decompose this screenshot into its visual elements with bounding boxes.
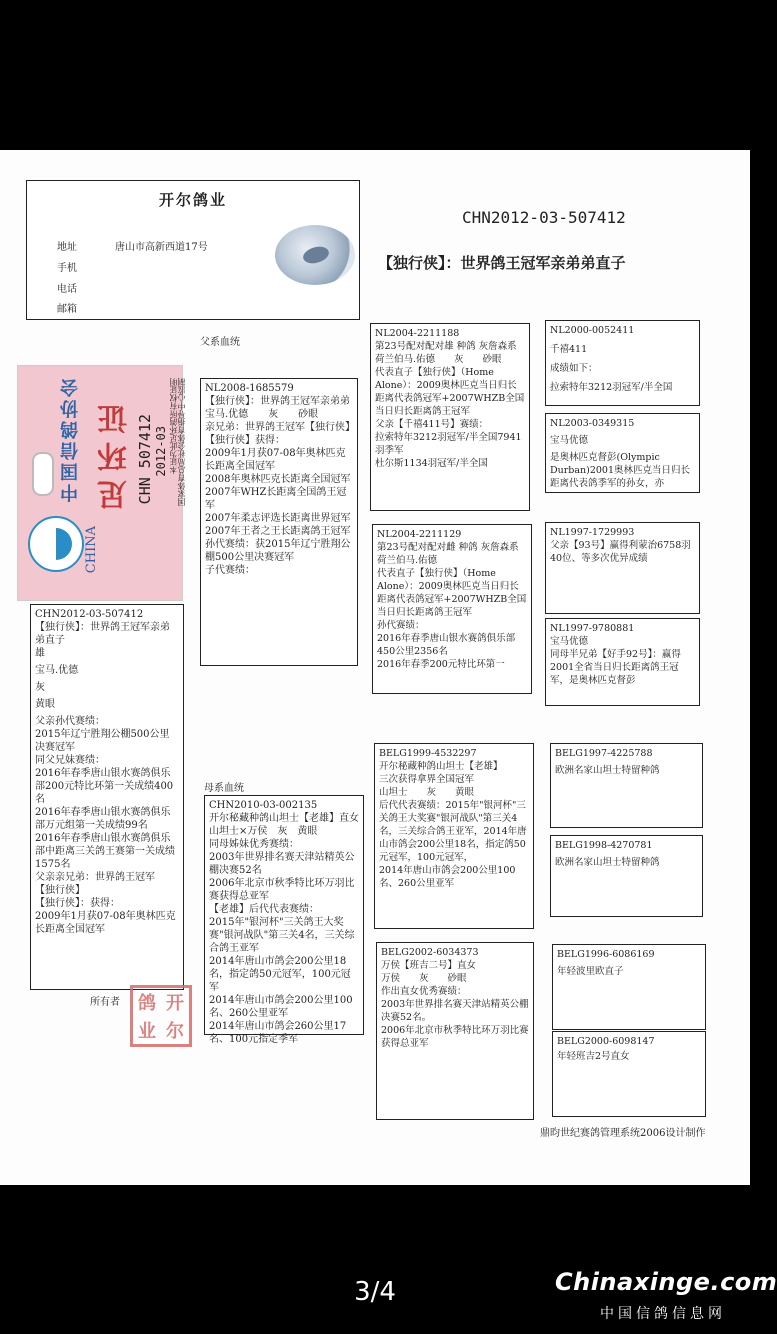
hologram-pigeon-icon (275, 225, 355, 285)
dam-sire-box (374, 743, 534, 929)
gg1-line: NL2000-0052411 (550, 325, 635, 336)
dd-line: BELG2002-6034373 (381, 947, 479, 958)
gg8-line: 年轻班吉2号直女 (557, 1051, 630, 1062)
label-phone: 电话 (57, 284, 77, 295)
card-ring-number: CHN 507412 (136, 414, 154, 505)
subject-line: 2015年辽宁胜翔公棚500公里决赛冠军 (35, 729, 170, 753)
dam-line: 2014年唐山市鸽会200公里100名、260公里亚军 (209, 995, 353, 1019)
sd-line: 2016年春季200元特比环第一 (377, 659, 505, 670)
gg3-line: 父亲【93号】赢得利蒙治6758羽40位、等多次优异成绩 (550, 540, 691, 564)
sd-line: 第23号配对配对雌 种鸽 灰詹森系 (377, 542, 519, 553)
sire-line: 孙代赛绩：获2015年辽宁胜翔公棚500公里决赛冠军 (205, 539, 351, 563)
dam-line: CHN2010-03-002135 (209, 800, 318, 811)
sire-dam-box (372, 524, 532, 694)
gg1-line: 拉索特年3212羽冠军/半全国 (550, 382, 673, 393)
dd-line: 2003年世界排名赛天津站精英公棚决赛52名。 (381, 999, 529, 1023)
dd-line: 万侯【班吉二号】直女 (381, 960, 477, 971)
dam-line: 开尔秘藏种鸽山坦士【老雄】直女 (209, 813, 359, 824)
sire-line: 【独行侠】获得： (205, 435, 285, 446)
address-value: 唐山市高新西道17号 (115, 242, 208, 253)
card-note-1: 本证为此足环鸽所有权证明 (169, 378, 178, 474)
owner-seal-stamp (130, 985, 192, 1047)
subject-line: 父亲亲兄弟：世界鸽王冠军 (35, 872, 155, 883)
subject-line: 父亲孙代赛绩： (35, 716, 105, 727)
ss-line: 第23号配对配对雄 种鸽 灰詹森系 (375, 341, 517, 352)
father-line-label: 父系血统 (200, 337, 240, 348)
page-indicator: 3/4 (354, 1277, 396, 1307)
gg1-line: 千禧411 (550, 344, 588, 355)
card-note-2: 国家体育总局社会体育指导中心监制 (177, 378, 186, 506)
software-credit: 鼎昀世纪赛鸽管理系统2006设计制作 (540, 1128, 706, 1139)
sire-sire-box (370, 323, 530, 511)
sire-line: 2007年王者之王长距离鸽王冠军 (205, 526, 351, 537)
label-email: 邮箱 (57, 304, 77, 315)
sire-line: 2009年1月获07-08年奥林匹克长距离全国冠军 (205, 448, 346, 472)
ss-line: 杜尔斯1134羽冠军/半全国 (375, 458, 488, 469)
subject-line: 同父兄妹赛绩： (35, 755, 105, 766)
sire-line: 【独行侠】：世界鸽王冠军亲弟弟 (205, 396, 350, 407)
subject-line: 【独行侠】：世界鸽王冠军亲弟弟直子 (35, 622, 170, 646)
card-association: 中国信鸽协会 (60, 376, 81, 502)
card-ring-year: 2012-03 (154, 426, 168, 477)
gg1-line: 成绩如下： (550, 363, 598, 374)
dam-line: 2014年唐山市鸽会260公里17名、100元指定季军 (209, 1021, 347, 1045)
dam-line: 2006年北京市秋季特比环万羽比赛获得总亚军 (209, 878, 355, 902)
sire-line: NL2008-1685579 (205, 383, 294, 394)
gg4-line: 同母半兄弟【好手92号】：赢得2001全省当日归长距离鸽王冠军，是奥林匹克督彭 (550, 649, 681, 686)
subject-line: 2016年春季唐山银水赛鸽俱乐部中距离三关鸽王赛第一关成绩1575名 (35, 833, 175, 870)
gg2-line: 是奥林匹克督彭(Olympic Durban)2001奥林匹克当日归长距离代表鸽季军的孙女，亦 (550, 452, 691, 489)
ss-line: NL2004-2211188 (375, 328, 460, 339)
ds-line: BELG1999-4532297 (379, 748, 477, 759)
ds-line: 开尔秘藏种鸽山坦士【老雄】 (379, 761, 503, 772)
owner-label: 所有者 (90, 997, 120, 1008)
association-logo-icon (28, 516, 84, 572)
dam-box (204, 795, 364, 1045)
sd-line: 2016年春季唐山银水赛鸽俱乐部450公里2356名 (377, 633, 516, 657)
sire-box (200, 378, 358, 666)
card-brand: CHINA (84, 526, 99, 574)
subject-line: 雄 (35, 648, 45, 659)
gg7-line: 年轻波里欧直子 (557, 966, 624, 977)
gg7-line: BELG1996-6086169 (557, 949, 655, 960)
sire-line: 子代赛绩： (205, 565, 255, 576)
dd-line: 万侯 灰 砂眼 (381, 973, 467, 984)
ds-line: 2014年唐山市鸽会200公里100名、260公里亚军 (379, 865, 516, 889)
mother-line-label: 母系血统 (204, 783, 244, 794)
subject-line: CHN2012-03-507412 (35, 609, 144, 620)
label-address: 地址 (57, 242, 77, 253)
sd-line: 孙代赛绩： (377, 620, 425, 631)
breeder-header (26, 180, 360, 320)
subject-line: 宝马.优德 (35, 665, 79, 676)
sire-line: 2008年奥林匹克长距离全国冠军 (205, 474, 351, 485)
dam-dam-box (376, 942, 534, 1120)
ss-line: 拉索特年3212羽冠军/半全国7941羽季军 (375, 432, 522, 456)
sd-line: 荷兰伯马.佑德 (377, 555, 438, 566)
site-watermark-logo: Chinaxinge.com (555, 1268, 777, 1296)
ds-line: 三次获得拿界全国冠军 (379, 774, 475, 785)
seal-char: 鸽 (138, 993, 156, 1014)
gg4-line: NL1997-9780881 (550, 623, 635, 634)
sire-line: 宝马.优德 灰 砂眼 (205, 409, 319, 420)
sd-line: 代表直子【独行侠】（Home Alone）：2009奥林匹克当日归长距离代表鸽冠军+2007WHZB全国当日归长距离鸽王冠军 (377, 568, 527, 618)
gg6-line: 欧洲名家山坦士特留种鸽 (555, 857, 660, 868)
label-mobile: 手机 (57, 263, 77, 274)
gg-box-8 (552, 1031, 706, 1117)
seal-char: 开 (166, 993, 184, 1014)
gg-box-1 (545, 320, 700, 406)
gg-box-2 (545, 413, 700, 493)
gg-box-5 (550, 743, 703, 828)
gg4-line: 宝马优德 (550, 636, 589, 647)
sd-line: NL2004-2211129 (377, 529, 462, 540)
dam-line: 2014年唐山市鸽会200公里18名，指定鸽50元冠军，100元冠军 (209, 956, 351, 993)
gg8-line: BELG2000-6098147 (557, 1036, 655, 1047)
gg-box-6 (550, 835, 703, 917)
sire-line: 2007年柔志评选长距离世界冠军 (205, 513, 351, 524)
dam-line: 2015年"银河杯"三关鸽王大奖赛"银河战队"第三关4名，三关综合鸽王亚军 (209, 917, 355, 954)
ss-line: 荷兰伯马.佑德 灰 砂眼 (375, 354, 502, 365)
subject-line: 【独行侠】：获得： (35, 898, 120, 909)
gg-box-4 (545, 618, 700, 706)
subject-ring-number: CHN2012-03-507412 (462, 208, 626, 227)
ds-line: 山坦士 灰 黄眼 (379, 787, 475, 798)
dd-line: 2006年北京市秋季特比环万羽比赛获得总亚军 (381, 1025, 529, 1049)
card-slot (32, 452, 54, 496)
subject-line: 2016年春季唐山银水赛鸽俱乐部万元组第一关成绩99名 (35, 807, 171, 831)
subject-tagline: 【独行侠】：世界鸽王冠军亲弟弟直子 (378, 254, 626, 272)
seal-char: 业 (138, 1021, 156, 1042)
dam-line: 【老雄】后代代表赛绩： (209, 904, 319, 915)
ds-line: 后代代表赛绩：2015年"银河杯"三关鸽王大奖赛"银河战队"第三关4名，三关综合鸽王亚军，2014年唐山市鸽会200公里18名，指定鸽50元冠军，100元冠军， (379, 800, 527, 863)
dam-line: 2003年世界排名赛天津站精英公棚决赛52名 (209, 852, 355, 876)
dam-line: 同母姊妹优秀赛绩： (209, 839, 299, 850)
gg2-line: 宝马优德 (550, 435, 589, 446)
sire-line: 亲兄弟：世界鸽王冠军【独行侠】 (205, 422, 355, 433)
ss-line: 代表直子【独行侠】（Home Alone）：2009奥林匹克当日归长距离代表鸽冠军+2007WHZB全国当日归长距离鸽王冠军 (375, 367, 525, 417)
gg3-line: NL1997-1729993 (550, 527, 635, 538)
subject-box (30, 604, 184, 990)
gg5-line: BELG1997-4225788 (555, 748, 653, 759)
card-cert-title: 足环证 (98, 396, 133, 510)
subject-line: 【独行侠】 (35, 885, 85, 896)
gg-box-3 (545, 522, 700, 614)
subject-line: 灰 (35, 682, 45, 693)
dd-line: 作出直女优秀赛绩： (381, 986, 467, 997)
gg6-line: BELG1998-4270781 (555, 840, 653, 851)
gg2-line: NL2003-0349315 (550, 418, 635, 429)
ss-line: 父亲【千禧411号】赛绩： (375, 419, 489, 430)
ring-certificate-card (17, 365, 186, 601)
subject-line: 黄眼 (35, 699, 55, 710)
pedigree-sheet (0, 150, 750, 1185)
sire-line: 2007年WHZ长距离全国鸽王冠军 (205, 487, 347, 511)
dam-line: 山坦士×万侯 灰 黄眼 (209, 826, 318, 837)
breeder-name: 开尔鸽业 (158, 191, 227, 209)
site-watermark-subtitle: 中国信鸽信息网 (600, 1306, 726, 1322)
subject-line: 2009年1月获07-08年奥林匹克长距离全国冠军 (35, 911, 176, 935)
subject-line: 2016年春季唐山银水赛鸽俱乐部200元特比环第一关成绩400名 (35, 768, 174, 805)
seal-char: 尔 (166, 1021, 184, 1042)
gg-box-7 (552, 944, 706, 1030)
gg5-line: 欧洲名家山坦士特留种鸽 (555, 765, 660, 776)
